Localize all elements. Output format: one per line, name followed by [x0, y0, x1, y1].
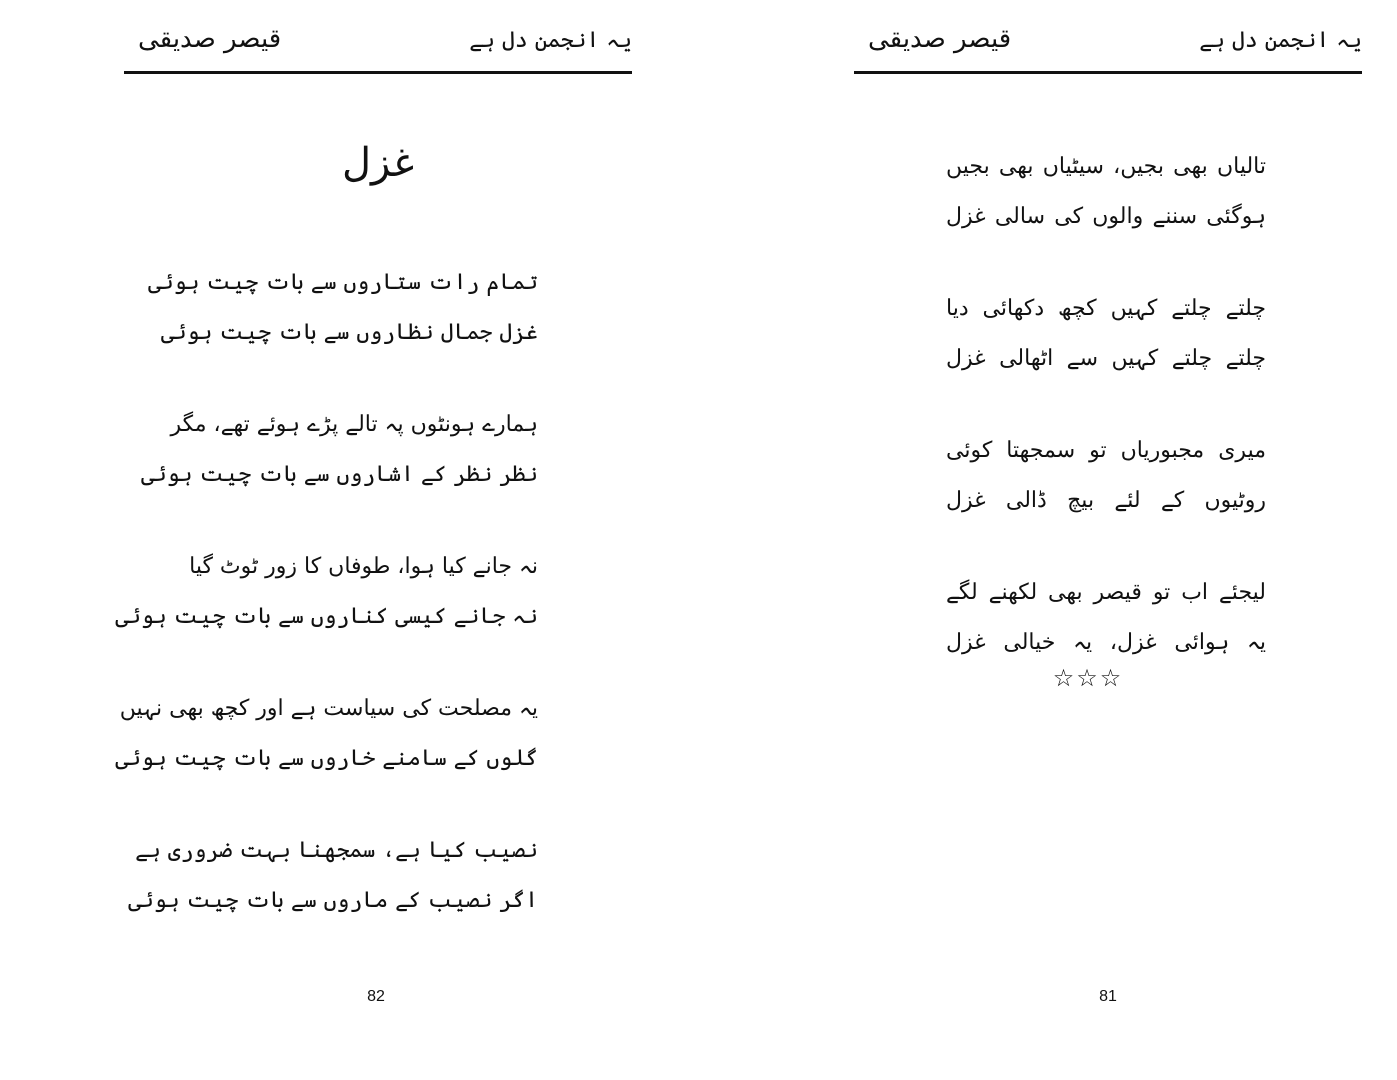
verse-line: چلتے چلتے کہیں کچھ دکھائی دیا: [946, 296, 1266, 321]
verse-line: میری مجبوریاں تو سمجھتا کوئی: [946, 438, 1266, 463]
stanza: [141, 400, 538, 500]
verse-line: یہ ہوائی غزل، یہ خیالی غزل: [946, 630, 1266, 655]
verse-line: لیجئے اب تو قیصر بھی لکھنے لگے: [946, 580, 1266, 605]
verse-line: روٹیوں کے لئے بیچ ڈالی غزل: [946, 488, 1266, 513]
verse-line: اگر نصیب کے ماروں سے بات چیت ہوئی: [128, 888, 538, 913]
header-rule: [124, 71, 632, 74]
page-number: 82: [367, 988, 385, 1005]
left-verses: [115, 258, 538, 968]
verse-line: تمام رات ستاروں سے بات چیت ہوئی: [147, 270, 538, 295]
stanza: [946, 426, 1266, 526]
poem-title: غزل: [341, 140, 415, 186]
stanza: [946, 284, 1266, 384]
book-title: یہ انجمن دل ہے: [469, 28, 632, 53]
verse-line: ہوگئی سننے والوں کی سالی غزل: [946, 204, 1266, 229]
left-page: [0, 0, 698, 1080]
stanza: [946, 142, 1266, 242]
stanza: [946, 568, 1266, 668]
page-number: 81: [1099, 988, 1117, 1005]
verse-line: نظر نظر کے اشاروں سے بات چیت ہوئی: [141, 462, 538, 487]
stanza: [147, 258, 538, 358]
left-page-header: [124, 18, 632, 74]
verse-line: نصیب کیا ہے، سمجھنا بہت ضروری ہے: [135, 838, 538, 863]
verse-line: گلوں کے سامنے خاروں سے بات چیت ہوئی: [115, 746, 538, 771]
verse-line: نہ جانے کیا ہوا، طوفاں کا زور ٹوٹ گیا: [189, 554, 538, 579]
verse-line: تالیاں بھی بجیں، سیٹیاں بھی بجیں: [946, 154, 1266, 179]
stanza: [128, 826, 538, 926]
book-title: یہ انجمن دل ہے: [1199, 28, 1362, 53]
verse-line: یہ مصلحت کی سیاست ہے اور کچھ بھی نہیں: [119, 696, 538, 721]
verse-line: ہمارے ہونٹوں پہ تالے پڑے ہوئے تھے، مگر: [170, 412, 538, 437]
verse-line: چلتے چلتے کہیں سے اٹھالی غزل: [946, 346, 1266, 371]
verse-line: نہ جانے کیسی کناروں سے بات چیت ہوئی: [115, 604, 538, 629]
right-page-header: [854, 18, 1362, 74]
author-name: قیصر صدیقی: [868, 24, 1012, 54]
verse-line: غزل جمال نظاروں سے بات چیت ہوئی: [160, 320, 538, 345]
right-verses: [946, 142, 1266, 710]
author-name: قیصر صدیقی: [138, 24, 282, 54]
stanza: [115, 684, 538, 784]
header-rule: [854, 71, 1362, 74]
right-page: [698, 0, 1397, 1080]
stanza: [115, 542, 538, 642]
end-stars: ☆☆☆: [1052, 664, 1124, 692]
